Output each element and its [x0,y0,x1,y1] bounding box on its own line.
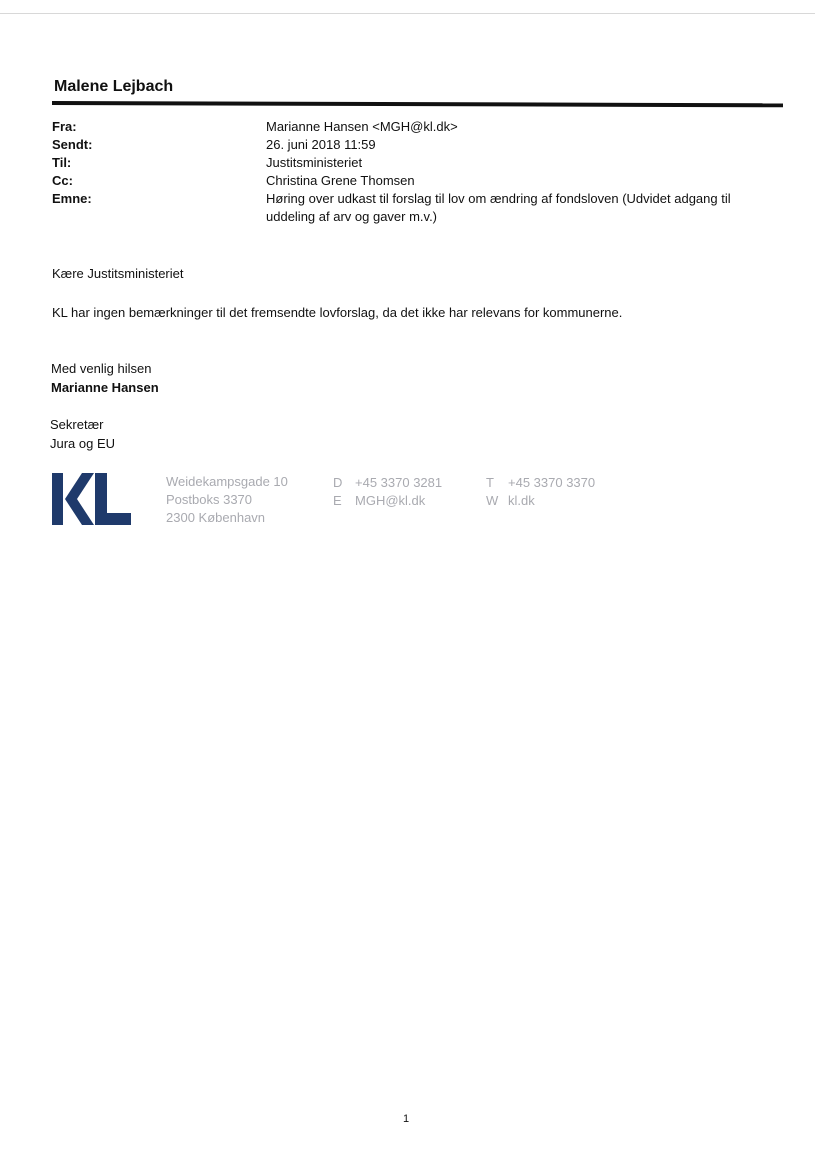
contact-key: W [486,493,499,508]
contact-email [333,492,442,510]
contact-key: D [333,475,343,490]
contact-value: +45 3370 3370 [508,475,596,490]
kl-logo [52,473,132,525]
meta-label: Til: [52,155,72,170]
address-pobox: Postboks 3370 [166,492,253,507]
contact-value: MGH@kl.dk [355,493,426,508]
email-body-text: KL har ingen bemærkninger til det fremsendte lovforslag, da det ikke har relevans for kommunerne. [52,305,623,320]
meta-row-from [52,118,782,136]
address-street: Weidekampsgade 10 [166,474,288,489]
closing-text: Med venlig hilsen [51,361,152,376]
meta-value: Christina Grene Thomsen [266,173,415,188]
meta-label: Sendt: [52,137,93,152]
contact-value: +45 3370 3281 [355,475,443,490]
meta-value: Justitsministeriet [266,155,363,170]
contact-direct-phone [333,474,442,492]
email-meta [52,118,782,226]
sender-title: Sekretær [50,417,104,432]
meta-row-sent [52,136,782,154]
meta-row-to [52,154,782,172]
contact-key: T [486,475,494,490]
signoff [51,359,159,397]
address-block [166,473,288,527]
sender-department: Jura og EU [50,436,116,451]
contact-main-phone [486,474,595,492]
meta-label: Fra: [52,119,77,134]
contact-website [486,492,595,510]
sender-title-block [50,415,115,453]
meta-row-subject [52,190,782,226]
contact-column-direct [333,474,442,510]
meta-value: Marianne Hansen <MGH@kl.dk> [266,119,458,134]
meta-value: 26. juni 2018 11:59 [266,137,376,152]
contact-column-general [486,474,595,510]
document-header-name: Malene Lejbach [54,78,174,95]
meta-row-cc [52,172,782,190]
email-greeting: Kære Justitsministeriet [52,266,184,281]
contact-value: kl.dk [508,493,535,508]
meta-label: Emne: [52,191,92,206]
page-number: 1 [403,1113,410,1125]
address-city: 2300 København [166,510,266,525]
header-rule [52,101,783,107]
meta-value: Høring over udkast til forslag til lov om ændring af fondsloven (Udvidet adgang til uddeling af arv og gaver m.v.) [266,191,731,224]
sender-name: Marianne Hansen [51,380,159,395]
contact-key: E [333,493,342,508]
scan-edge-line [0,13,815,14]
meta-label: Cc: [52,173,73,188]
